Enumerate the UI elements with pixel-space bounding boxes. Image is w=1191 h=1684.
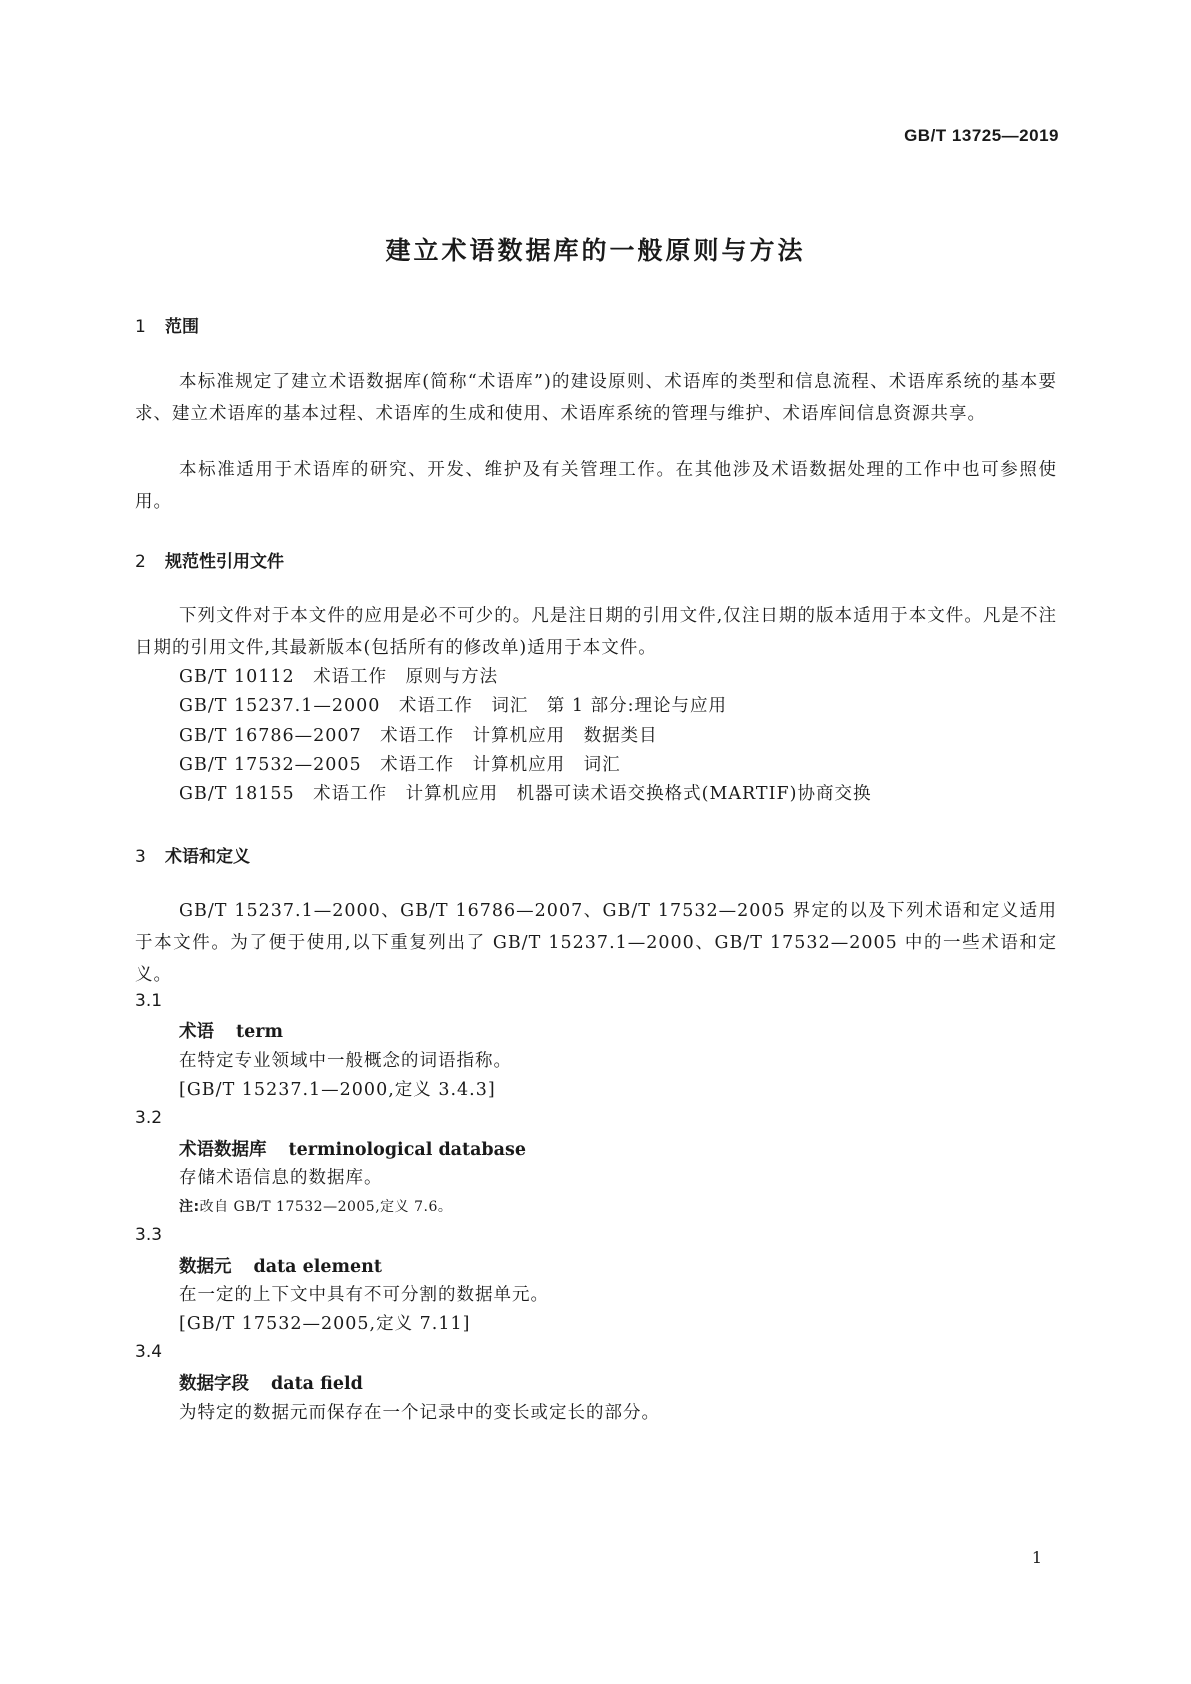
term-source: [GB/T 17532—2005,定义 7.11] [179,1314,471,1334]
section-1-paragraph-1: 本标准规定了建立术语数据库(简称“术语库”)的建设原则、术语库的类型和信息流程、术语库系统的基本要求、建立术语库的基本过程、术语库的生成和使用、术语库系统的管理与维护、术语库间信息资源共享。 [135,372,1057,424]
term-english: data field [271,1374,363,1394]
section-title: 规范性引用文件 [165,552,284,572]
reference-item: GB/T 10112 术语工作 原则与方法 [179,667,499,687]
clause-number: 3.4 [135,1342,163,1362]
term-chinese: 术语 [179,1022,214,1042]
section-number: 2 [135,552,146,572]
section-2-heading [135,547,284,572]
standard-number: GB/T 13725—2019 [904,126,1059,145]
term-entry [179,1018,283,1043]
page-number: 1 [1031,1548,1042,1567]
section-3-heading [135,842,250,867]
note-label: 注: [179,1199,200,1215]
reference-item: GB/T 17532—2005 术语工作 计算机应用 词汇 [179,755,621,775]
term-chinese: 数据字段 [179,1374,249,1394]
term-entry [179,1370,363,1395]
reference-item: GB/T 16786—2007 术语工作 计算机应用 数据类目 [179,726,658,746]
clause-number: 3.1 [135,991,163,1011]
term-entry [179,1253,382,1278]
clause-number: 3.2 [135,1108,163,1128]
section-3-paragraph-1: GB/T 15237.1—2000、GB/T 16786—2007、GB/T 17532—2005 界定的以及下列术语和定义适用于本文件。为了便于使用,以下重复列出了 GB/T 15237.1—2000、GB/T 17532—2005 中的一些术语和定义。 [135,901,1057,985]
section-title: 术语和定义 [165,847,250,867]
term-source: [GB/T 15237.1—2000,定义 3.4.3] [179,1080,496,1100]
document-title: 建立术语数据库的一般原则与方法 [385,236,806,265]
section-1-paragraph-2: 本标准适用于术语库的研究、开发、维护及有关管理工作。在其他涉及术语数据处理的工作中也可参照使用。 [135,460,1057,512]
term-english: terminological database [288,1140,526,1160]
term-english: term [236,1022,283,1042]
section-1-heading [135,312,199,337]
term-definition: 在特定专业领域中一般概念的词语指称。 [179,1051,512,1071]
term-chinese: 数据元 [179,1257,232,1277]
term-note [179,1196,452,1216]
reference-item: GB/T 18155 术语工作 计算机应用 机器可读术语交换格式(MARTIF)协商交换 [179,784,872,804]
clause-number: 3.3 [135,1225,163,1245]
term-definition: 在一定的上下文中具有不可分割的数据单元。 [179,1285,549,1305]
term-english: data element [253,1257,382,1277]
term-entry [179,1136,526,1161]
section-number: 3 [135,847,146,867]
note-text: 改自 GB/T 17532—2005,定义 7.6。 [199,1199,453,1215]
reference-item: GB/T 15237.1—2000 术语工作 词汇 第 1 部分:理论与应用 [179,696,728,716]
term-definition: 存储术语信息的数据库。 [179,1168,383,1188]
section-title: 范围 [165,317,199,337]
section-2-paragraph-1: 下列文件对于本文件的应用是必不可少的。凡是注日期的引用文件,仅注日期的版本适用于本文件。凡是不注日期的引用文件,其最新版本(包括所有的修改单)适用于本文件。 [135,606,1057,658]
term-definition: 为特定的数据元而保存在一个记录中的变长或定长的部分。 [179,1403,660,1423]
section-number: 1 [135,317,146,337]
term-chinese: 术语数据库 [179,1140,267,1160]
